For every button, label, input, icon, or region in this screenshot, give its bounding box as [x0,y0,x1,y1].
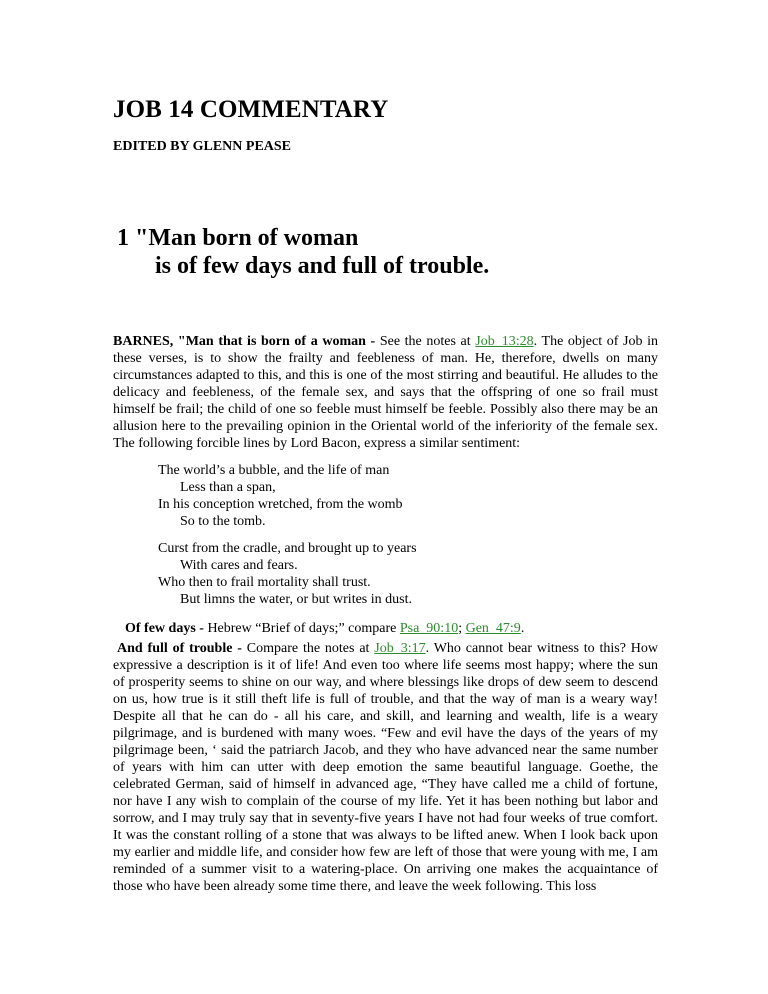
verse-heading [117,224,489,280]
verse-line-1: 1 "Man born of woman [117,225,359,251]
poem-line: But limns the water, or but writes in dust. [180,592,412,607]
few-days-lead: Of few days - [125,621,208,636]
editor-line: EDITED BY GLENN PEASE [113,139,292,154]
stanza-gap [158,530,658,540]
bacon-poem [158,462,658,608]
ref-link-job-3-17[interactable]: Job_3:17 [374,641,426,656]
few-days-text: Hebrew “Brief of days;” compare [207,621,400,636]
trouble-text-1: Compare the notes at [246,641,375,656]
few-days-paragraph [113,620,658,637]
few-days-sep: ; [458,621,466,636]
poem-line: Curst from the cradle, and brought up to years [158,541,417,556]
trouble-lead: And full of trouble - [117,641,247,656]
ref-link-job-13-28[interactable]: Job_13:28 [475,334,534,349]
barnes-text-2: . The object of Job in these verses, is to show the frailty and feebleness of man. He, therefore, dwells on many circumstances adapted to this, and this is one of the most stirring and beautiful. He alludes to the delicacy and feebleness, of the female sex, and says that the offspring of one so frail must himself be frail; the child of one so feeble must himself be feeble. Possibly also there may be an allusion here to the prevailing opinion in the Oriental world of the inferiority of the female sex. The following forcible lines by Lord Bacon, express a similar sentiment: [113,334,658,451]
poem-line: In his conception wretched, from the womb [158,497,403,512]
trouble-paragraph [113,640,658,895]
ref-link-gen-47-9[interactable]: Gen_47:9 [465,621,521,636]
poem-line: So to the tomb. [180,514,266,529]
barnes-lead: BARNES, "Man that is born of a woman - [113,334,380,349]
barnes-text-1: See the notes at [379,334,476,349]
ref-link-psa-90-10[interactable]: Psa_90:10 [399,621,459,636]
trouble-text-2: . Who cannot bear witness to this? How expressive a description is it of life! And even too where life seems most happy; where the sun of prosperity seems to shine on our way, and where blessings like drops of dew seem to descend on us, how true is it still theft life is full of trouble, and that the way of man is a weary way! Despite all that he can do - all his care, and skill, and learning and wealth, life is a weary pilgrimage, and is burdened with many woes. “Few and evil have the days of the years of my pilgrimage been, ‘ said the patriarch Jacob, and they who have advanced near the same number of years with him can utter with deep emotion the same beautiful language. Goethe, the celebrated German, said of himself in advanced age, “They have called me a child of fortune, nor have I any wish to complain of the course of my life. Yet it has been nothing but labor and sorrow, and I may truly say that in seventy-five years I have not had four weeks of true comfort. It was the constant rolling of a stone that was always to be lifted anew. When I look back upon my earlier and middle life, and consider how few are left of those that were young with me, I am reminded of a summer visit to a watering-place. On arriving one makes the acquaintance of those who have been already some time there, and leave the week following. This loss [113,641,658,894]
poem-line: With cares and fears. [180,558,298,573]
poem-line: The world’s a bubble, and the life of man [158,463,390,478]
barnes-paragraph [113,333,658,452]
page-title: JOB 14 COMMENTARY [113,96,389,123]
poem-line: Less than a span, [180,480,276,495]
poem-line: Who then to frail mortality shall trust. [158,575,371,590]
commentary-body [113,333,658,895]
verse-line-2: is of few days and full of trouble. [155,253,490,279]
few-days-end: . [520,621,525,636]
